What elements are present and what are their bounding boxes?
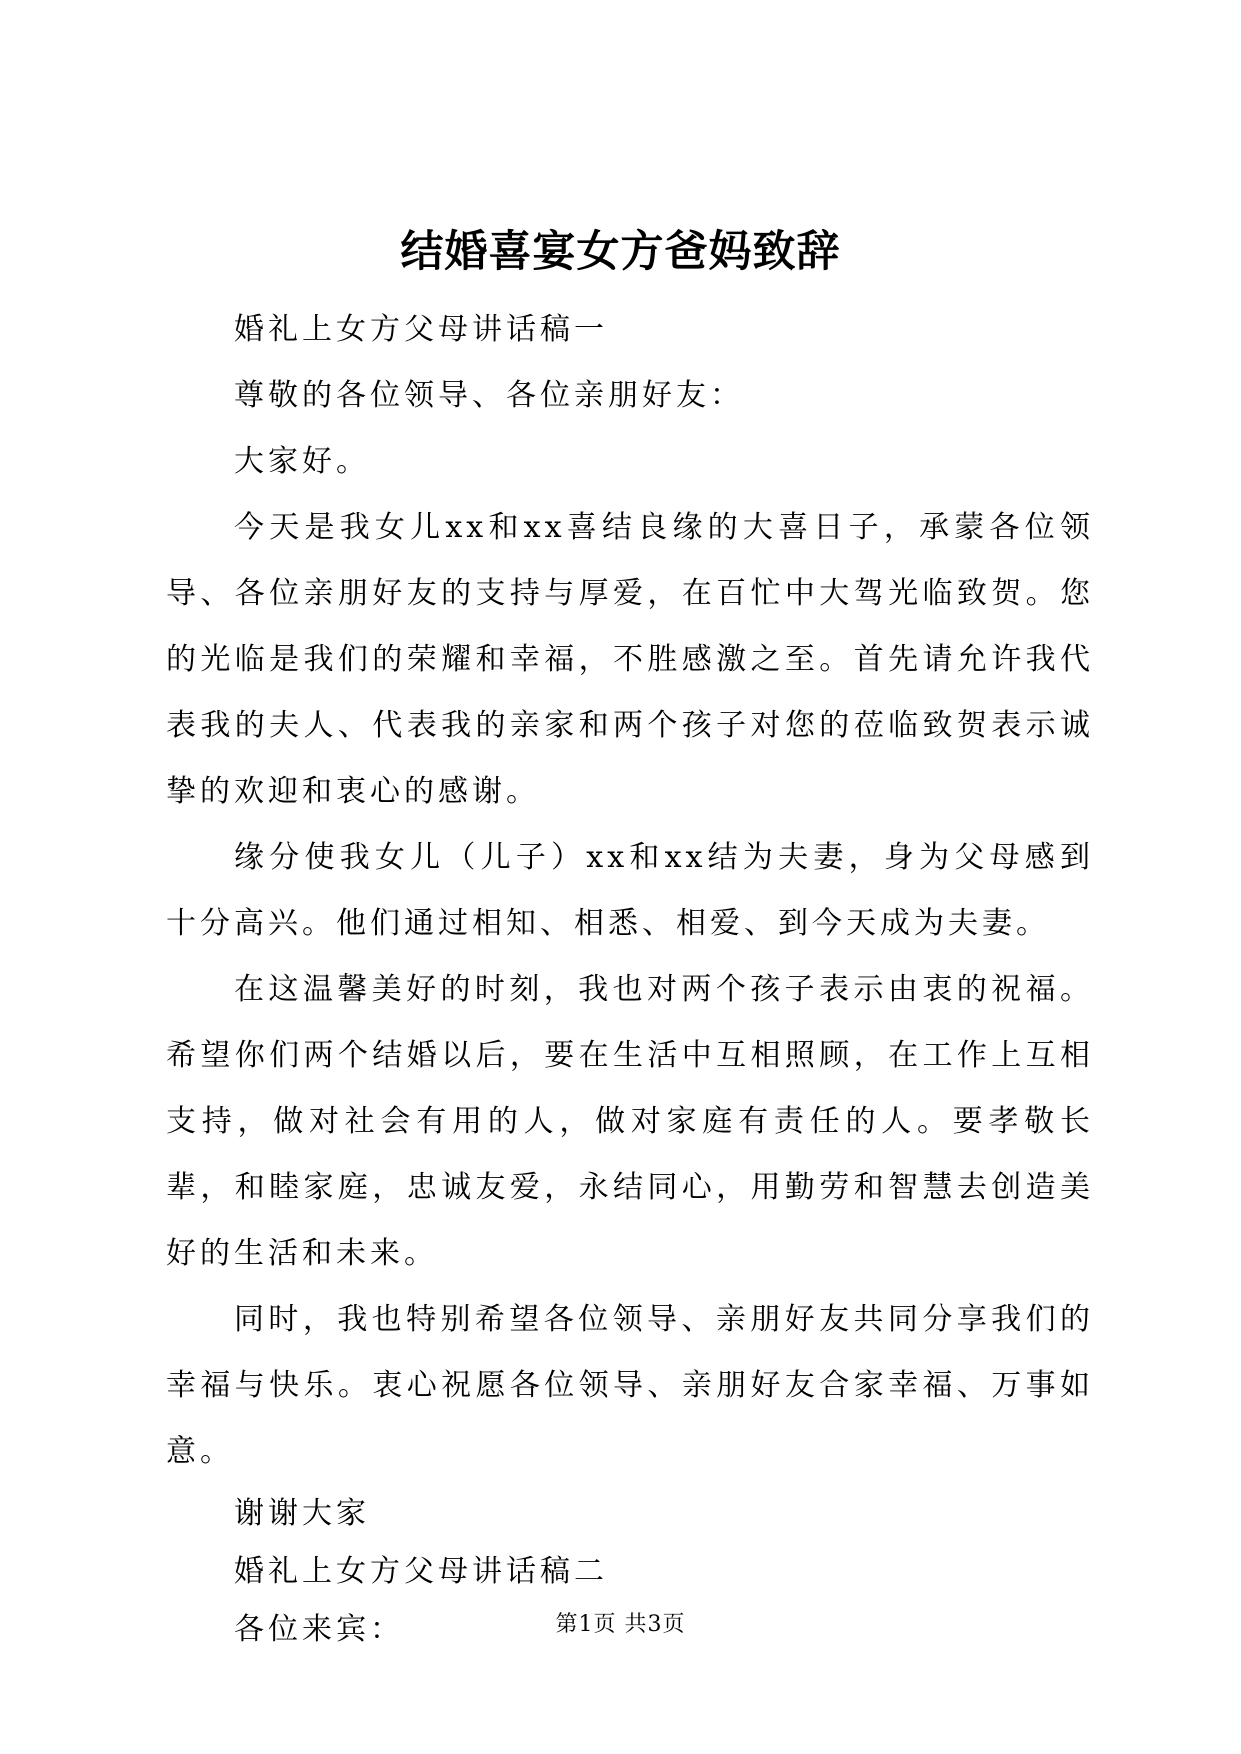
paragraph-wishes: 同时，我也特别希望各位领导、亲朋好友共同分享我们的幸福与快乐。衷心祝愿各位领导、亲朋好友合家幸福、万事如意。 (166, 1302, 1094, 1469)
paragraph-guests: 各位来宾： (234, 1612, 404, 1647)
document-body (166, 297, 1094, 1659)
paragraph-opening: 今天是我女儿xx和xx喜结良缘的大喜日子，承蒙各位领导、各位亲朋好友的支持与厚爱，在百忙中大驾光临致贺。您的光临是我们的荣耀和幸福，不胜感激之至。首先请允许我代表我的夫人、代表我的亲家和两个孩子对您的莅临致贺表示诚挚的欢迎和衷心的感谢。 (166, 510, 1094, 809)
paragraph-salutation: 尊敬的各位领导、各位亲朋好友： (234, 378, 744, 413)
paragraph-fate: 缘分使我女儿（儿子）xx和xx结为夫妻，身为父母感到十分高兴。他们通过相知、相悉、相爱、到今天成为夫妻。 (166, 840, 1094, 941)
paragraph-heading-1: 婚礼上女方父母讲话稿一 (234, 312, 608, 347)
paragraph-thanks: 谢谢大家 (234, 1496, 370, 1531)
page-number-footer: 第1页 共3页 (555, 1612, 686, 1637)
paragraph-blessing: 在这温馨美好的时刻，我也对两个孩子表示由衷的祝福。希望你们两个结婚以后，要在生活中互相照顾，在工作上互相支持，做对社会有用的人，做对家庭有责任的人。要孝敬长辈，和睦家庭，忠诚友爱，永结同心，用勤劳和智慧去创造美好的生活和未来。 (166, 972, 1094, 1271)
paragraph-heading-2: 婚礼上女方父母讲话稿二 (234, 1554, 608, 1589)
paragraph-greeting: 大家好。 (234, 444, 370, 479)
document-title: 结婚喜宴女方爸妈致辞 (400, 227, 841, 277)
